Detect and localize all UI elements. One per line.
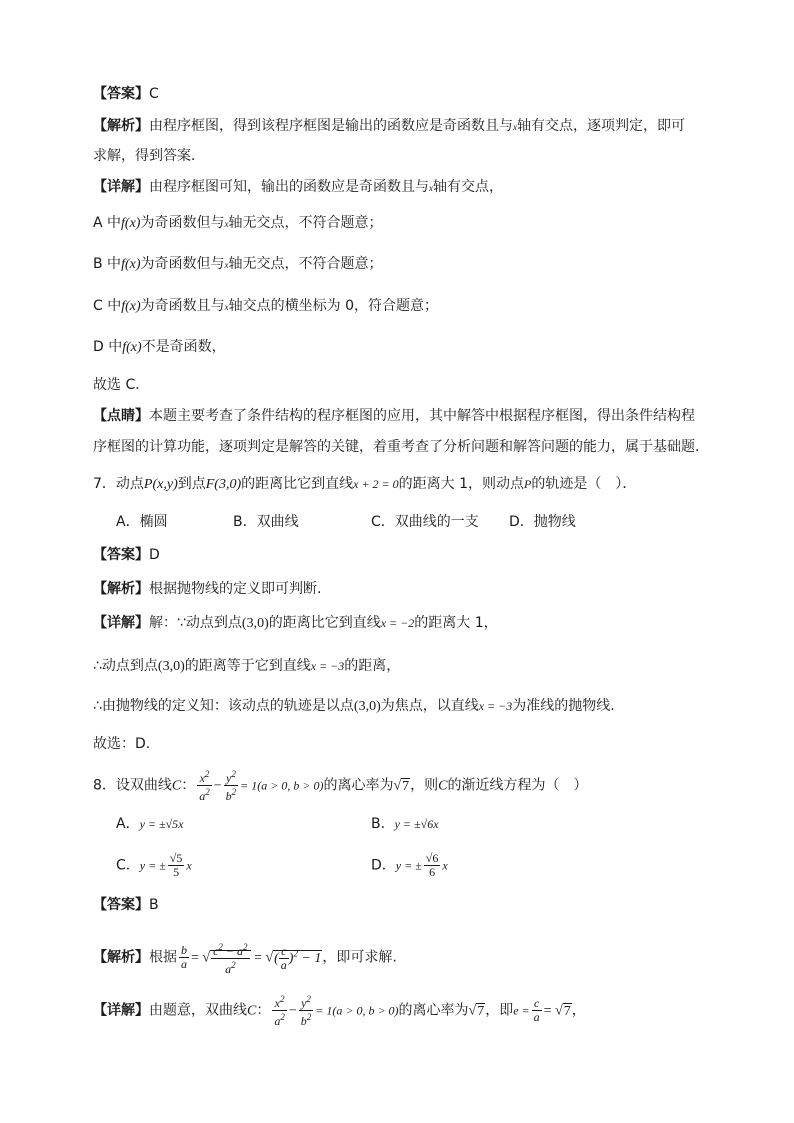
detail-text: 轴有交点， [433, 179, 503, 195]
q7-detail-line1 [93, 613, 498, 634]
q6-detail-line [93, 177, 503, 198]
stem-text: 的轨迹是（ ）． [531, 476, 637, 492]
answer-value: D [149, 547, 160, 563]
math-x: x [224, 260, 229, 270]
option-text: 不是奇函数， [141, 339, 226, 355]
detail-text: ∴由抛物线的定义知：该动点的轨迹是以点 [93, 698, 354, 714]
q6-option-a-line [93, 213, 382, 234]
option-prefix: A 中 [93, 215, 122, 231]
q8-stem: 8．设双曲线C： $\frac{x^2}{a^2}$ − $\frac{y^2}{b^2}$ = 1(a > 0, b > 0)的离心率为√7，则C的渐近线方程为（ ） [93, 769, 588, 803]
detail-text: 的距离比它到直线 [268, 615, 381, 631]
fraction-sqrt6-6 [424, 852, 441, 879]
q8-option-d [371, 852, 448, 879]
detail-text: 由题意，双曲线 [149, 1002, 247, 1019]
comment-text: 本题主要考查了条件结构的程序框图的应用，其中解答中根据程序框图，得出条件结构程 [149, 408, 695, 424]
fraction-y2-b2: $\frac{y^2}{b^2}$ [300, 994, 312, 1028]
stem-text: 的离心率为 [323, 777, 394, 794]
detail-text: ： [256, 1002, 271, 1019]
option-label: C． [116, 857, 140, 874]
detail-text: 解：∵动点到点 [149, 615, 242, 631]
q7-detail-line2 [93, 656, 400, 677]
math-eq: = [543, 1003, 552, 1019]
answer-tag: 【答案】 [93, 897, 149, 913]
q6-answer-line [93, 84, 159, 104]
math-c: C [438, 778, 448, 794]
math-line: x + 2 = 0 [353, 477, 399, 491]
numerator: √6 [425, 851, 439, 865]
option-text: 轴无交点，不符合题意； [228, 256, 383, 272]
math-condition: = 1(a > 0, b > 0) [240, 778, 324, 793]
math-fx: f(x) [121, 299, 141, 314]
math-point: (3,0) [353, 699, 381, 714]
math-x: x [224, 302, 229, 312]
fraction-x2-a2: $\frac{x^2}{a^2}$ [199, 769, 210, 803]
detail-text: 为准线的抛物线. [512, 698, 615, 714]
option-prefix: C 中 [93, 298, 122, 314]
option-text: 为奇函数但与 [140, 256, 225, 272]
option-text: 轴无交点，不符合题意； [228, 215, 383, 231]
q6-option-d-line [93, 337, 226, 358]
q7-detail-line3 [93, 696, 615, 717]
q6-option-c-line [93, 296, 438, 317]
q6-analysis-line2 [93, 146, 205, 166]
fraction-x2-a2: $\frac{x^2}{a^2}$ [274, 994, 285, 1028]
detail-text: 的距离， [344, 658, 401, 674]
answer-tag: 【答案】 [93, 547, 149, 563]
answer-value: C [149, 86, 159, 102]
detail-text: ， [571, 1002, 586, 1019]
answer-tag: 【答案】 [93, 86, 149, 102]
math-x: x [429, 183, 433, 193]
option-prefix: D 中 [93, 339, 123, 355]
answer-value: B [149, 897, 159, 913]
option-text: 为奇函数但与 [140, 215, 225, 231]
option-prefix: B 中 [93, 256, 122, 272]
math-c: C [171, 778, 182, 794]
detail-text: 的距离等于它到直线 [184, 658, 311, 674]
radicand: 7 [477, 1003, 485, 1019]
math-point-p: P(x,y) [143, 477, 178, 492]
fraction-c-a: $\frac{c}{a}$ [533, 996, 540, 1024]
stem-text: 8．设双曲线 [93, 777, 172, 794]
q8-detail-line: 【详解】由题意，双曲线C： $\frac{x^2}{a^2}$ − $\frac{y^2}{b^2}$ = 1(a > 0, b > 0)的离心率为√7，即e = $\frac{c}{a}$ = √7， [93, 994, 586, 1028]
denominator: 5 [173, 865, 180, 879]
math-line: x = −2 [380, 616, 415, 630]
detail-text: 的离心率为 [398, 1002, 469, 1019]
sqrt-7: √7 [393, 778, 410, 794]
option-label: A． [116, 816, 140, 832]
math-p: P [524, 477, 532, 491]
detail-text: 由程序框图可知，输出的函数应是奇函数且与 [149, 179, 429, 195]
fraction-sqrt5-5 [168, 852, 185, 879]
option-math: y = ±√5x [139, 817, 184, 831]
detail-tag: 【详解】 [93, 615, 149, 631]
math-e: e = [513, 1003, 530, 1018]
stem-text: ，则 [410, 777, 439, 794]
math-x: x [513, 122, 517, 132]
stem-text: 的距离比它到直线 [241, 476, 354, 492]
sqrt-7b: √7 [551, 1003, 571, 1019]
stem-text: 的渐近线方程为（ ） [447, 777, 588, 794]
analysis-tag: 【解析】 [93, 581, 149, 597]
q6-comment-line1 [93, 406, 695, 426]
math-line: x = −3 [310, 659, 345, 673]
stem-text: ： [181, 777, 196, 794]
option-label: D． [371, 857, 396, 874]
analysis-text: 轴有交点，逐项判定，即可 [517, 118, 685, 134]
detail-text: ∴动点到点 [93, 658, 158, 674]
math-line: x = −3 [478, 699, 513, 713]
math-point-f: F(3,0) [205, 477, 242, 492]
q7-choose-line [93, 734, 150, 754]
q7-stem [93, 474, 636, 495]
q6-option-b-line [93, 254, 383, 275]
comment-tag: 【点睛】 [93, 408, 149, 424]
denominator: 6 [429, 865, 436, 879]
math-x: x [224, 219, 229, 229]
q6-choose-line [93, 375, 149, 395]
q7-answer-line [93, 545, 160, 565]
fraction-y2-b2: $\frac{y^2}{b^2}$ [225, 769, 237, 803]
math-c: C [247, 1003, 257, 1019]
q8-answer-line [93, 895, 159, 915]
option-math: y = ± [139, 858, 166, 873]
option-math: y = ±√6x [394, 817, 439, 831]
sqrt-expr-1: √ $\frac{c^2 - a^2}{a^2}$ [199, 950, 251, 966]
math-fx: f(x) [121, 257, 141, 272]
sqrt-expr-2: √( $\frac{c}{a}$ )$^2$ − 1 [265, 944, 322, 972]
analysis-text: 根据 [149, 949, 177, 966]
analysis-text: ，即可求解. [322, 949, 397, 966]
option-label: B． [371, 816, 395, 832]
q8-option-b [371, 814, 439, 834]
detail-text: ，即 [485, 1002, 514, 1019]
fraction-b-a: $\frac{b}{a}$ [181, 943, 187, 972]
q8-option-c [116, 852, 192, 879]
radicand: 7 [402, 778, 410, 794]
math-point: (3,0) [157, 659, 185, 674]
math-fx: f(x) [122, 340, 142, 355]
radicand: 7 [563, 1003, 571, 1019]
stem-text: 的距离大 1，则动点 [398, 476, 525, 492]
q7-analysis-line [93, 579, 321, 599]
q8-option-a [116, 814, 184, 834]
q6-comment-line2 [93, 437, 709, 457]
analysis-tag: 【解析】 [93, 118, 149, 134]
math-condition: = 1(a > 0, b > 0) [315, 1003, 399, 1018]
stem-text: 7．动点 [93, 476, 144, 492]
q7-option-b: B．双曲线 [233, 514, 299, 530]
detail-tag: 【详解】 [93, 179, 149, 195]
sqrt-7: √7 [468, 1003, 485, 1019]
analysis-tag: 【解析】 [93, 949, 149, 966]
q7-option-d: D．抛物线 [509, 514, 576, 530]
q7-option-a: A．椭圆 [116, 514, 168, 530]
q8-analysis-line: 【解析】根据 $\frac{b}{a}$ = √ $\frac{c^2 - a^2}{a^2}$ = √( $\frac{c}{a}$ )$^2$ − 1，即可求解. [93, 942, 397, 976]
option-math: y = ± [395, 858, 422, 873]
comment-text: 序框图的计算功能，逐项判定是解答的关键，着重考查了分析问题和解答问题的能力，属于基础题． [93, 439, 709, 455]
option-math: x [442, 858, 448, 873]
detail-text: 为焦点，以直线 [380, 698, 479, 714]
math-fx: f(x) [121, 216, 141, 231]
detail-text: 的距离大 1， [414, 615, 498, 631]
q6-analysis-line1 [93, 116, 685, 137]
option-text: 为奇函数且与 [140, 298, 225, 314]
stem-text: 到点 [177, 476, 206, 492]
choose-text: 故选：D. [93, 736, 151, 752]
numerator: √5 [169, 851, 183, 865]
option-text: 轴交点的横坐标为 0，符合题意； [228, 298, 439, 314]
analysis-text: 求解，得到答案． [93, 148, 205, 164]
choose-text: 故选 C． [93, 377, 150, 393]
analysis-text: 由程序框图，得到该程序框图是输出的函数应是奇函数且与 [149, 118, 513, 134]
detail-tag: 【详解】 [93, 1002, 149, 1019]
math-point: (3,0) [241, 616, 269, 631]
analysis-text: 根据抛物线的定义即可判断. [149, 581, 322, 597]
option-math: x [186, 858, 192, 873]
q7-option-c: C．双曲线的一支 [371, 514, 479, 530]
